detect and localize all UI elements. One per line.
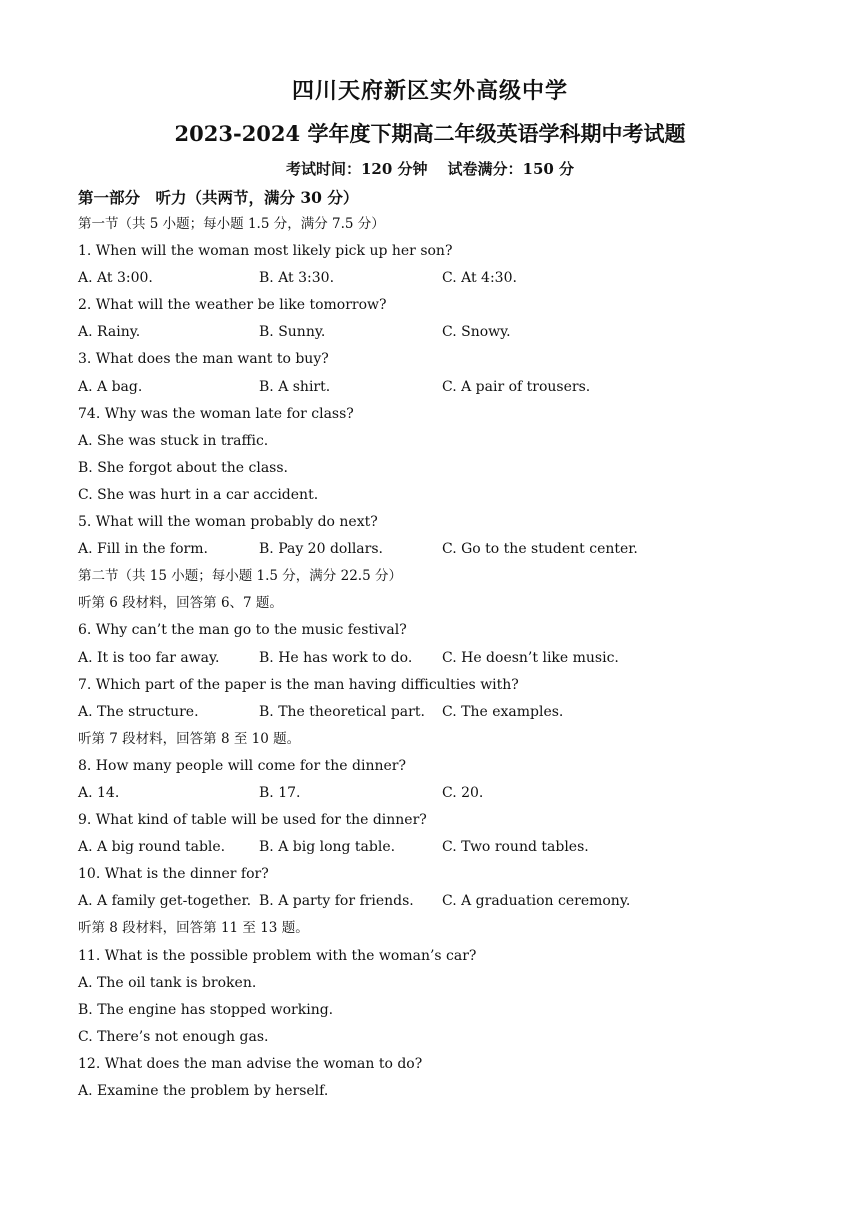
question-text: 2. What will the weather be like tomorrow?	[78, 297, 387, 314]
option-a: A. She was stuck in traffic.	[78, 432, 269, 449]
question-text: 12. What does the man advise the woman to do?	[78, 1055, 423, 1072]
options-row	[78, 646, 798, 673]
question-text: 11. What is the possible problem with the woman’s car?	[78, 947, 477, 964]
section-heading: 第一节（共 5 小题；每小题 1.5 分，满分 7.5 分）	[78, 216, 385, 232]
options-row	[78, 889, 798, 916]
option-b: B. The engine has stopped working.	[78, 1001, 334, 1018]
material-instruction: 听第 7 段材料，回答第 8 至 10 题。	[78, 730, 301, 747]
options-row	[78, 835, 798, 862]
option-c: C. At 4:30.	[442, 270, 517, 287]
option-c: C. There’s not enough gas.	[78, 1028, 269, 1045]
option-a: A. It is too far away.	[78, 649, 220, 666]
exam-info	[0, 158, 860, 179]
question-text: 6. Why can’t the man go to the music festival?	[78, 622, 407, 639]
option-b: B. A big long table.	[259, 839, 396, 856]
material-instruction: 听第 6 段材料，回答第 6、7 题。	[78, 595, 283, 612]
option-a: A. Rainy.	[78, 324, 141, 341]
option-a: A. The structure.	[78, 703, 199, 720]
question-list	[78, 212, 798, 1106]
option-a: A. At 3:00.	[78, 270, 153, 287]
option-a: A. The oil tank is broken.	[78, 974, 257, 991]
option-a: A. A big round table.	[78, 839, 226, 856]
option-b: B. 17.	[259, 784, 301, 801]
option-b: B. Sunny.	[259, 324, 326, 341]
options-row	[78, 320, 798, 347]
option-c: C. A pair of trousers.	[442, 378, 591, 395]
question-text: 9. What kind of table will be used for the dinner?	[78, 812, 427, 829]
question-text: 1. When will the woman most likely pick up her son?	[78, 243, 453, 260]
question-text: 3. What does the man want to buy?	[78, 351, 329, 368]
part-title: 第一部分 听力（共两节，满分 30 分）	[78, 188, 359, 207]
exam-time: 考试时间：120 分钟	[285, 160, 428, 178]
option-b: B. A shirt.	[259, 378, 331, 395]
options-row	[78, 375, 798, 402]
question-text: 10. What is the dinner for?	[78, 866, 269, 883]
question-text: 5. What will the woman probably do next?	[78, 514, 378, 531]
option-a: A. Fill in the form.	[78, 541, 208, 558]
material-instruction: 听第 8 段材料，回答第 11 至 13 题。	[78, 920, 309, 937]
option-a: A. A bag.	[78, 378, 143, 395]
options-row	[78, 700, 798, 727]
options-row	[78, 537, 798, 564]
option-c: C. A graduation ceremony.	[442, 893, 631, 910]
school-title: 四川天府新区实外高级中学	[291, 78, 568, 104]
options-row	[78, 266, 798, 293]
option-b: B. She forgot about the class.	[78, 459, 288, 476]
option-a: A. 14.	[78, 784, 120, 801]
option-b: B. The theoretical part.	[259, 703, 425, 720]
option-c: C. Go to the student center.	[442, 541, 638, 558]
option-c: C. 20.	[442, 784, 484, 801]
option-b: B. Pay 20 dollars.	[259, 541, 383, 558]
exam-score: 试卷满分：150 分	[447, 160, 575, 178]
question-text: 8. How many people will come for the dinner?	[78, 757, 406, 774]
exam-title: 2023-2024 学年度下期高二年级英语学科期中考试题	[174, 121, 686, 146]
option-b: B. He has work to do.	[259, 649, 413, 666]
options-row	[78, 781, 798, 808]
question-text: 74. Why was the woman late for class?	[78, 405, 354, 422]
option-c: C. She was hurt in a car accident.	[78, 486, 319, 503]
option-a: A. A family get-together.	[78, 893, 252, 910]
section-heading: 第二节（共 15 小题；每小题 1.5 分，满分 22.5 分）	[78, 568, 402, 585]
option-c: C. Two round tables.	[442, 839, 589, 856]
option-c: C. Snowy.	[442, 324, 511, 341]
option-c: C. The examples.	[442, 703, 564, 720]
option-a: A. Examine the problem by herself.	[78, 1083, 329, 1099]
option-b: B. A party for friends.	[259, 893, 414, 910]
question-text: 7. Which part of the paper is the man having difficulties with?	[78, 676, 519, 693]
option-b: B. At 3:30.	[259, 270, 335, 287]
option-c: C. He doesn’t like music.	[442, 649, 619, 666]
